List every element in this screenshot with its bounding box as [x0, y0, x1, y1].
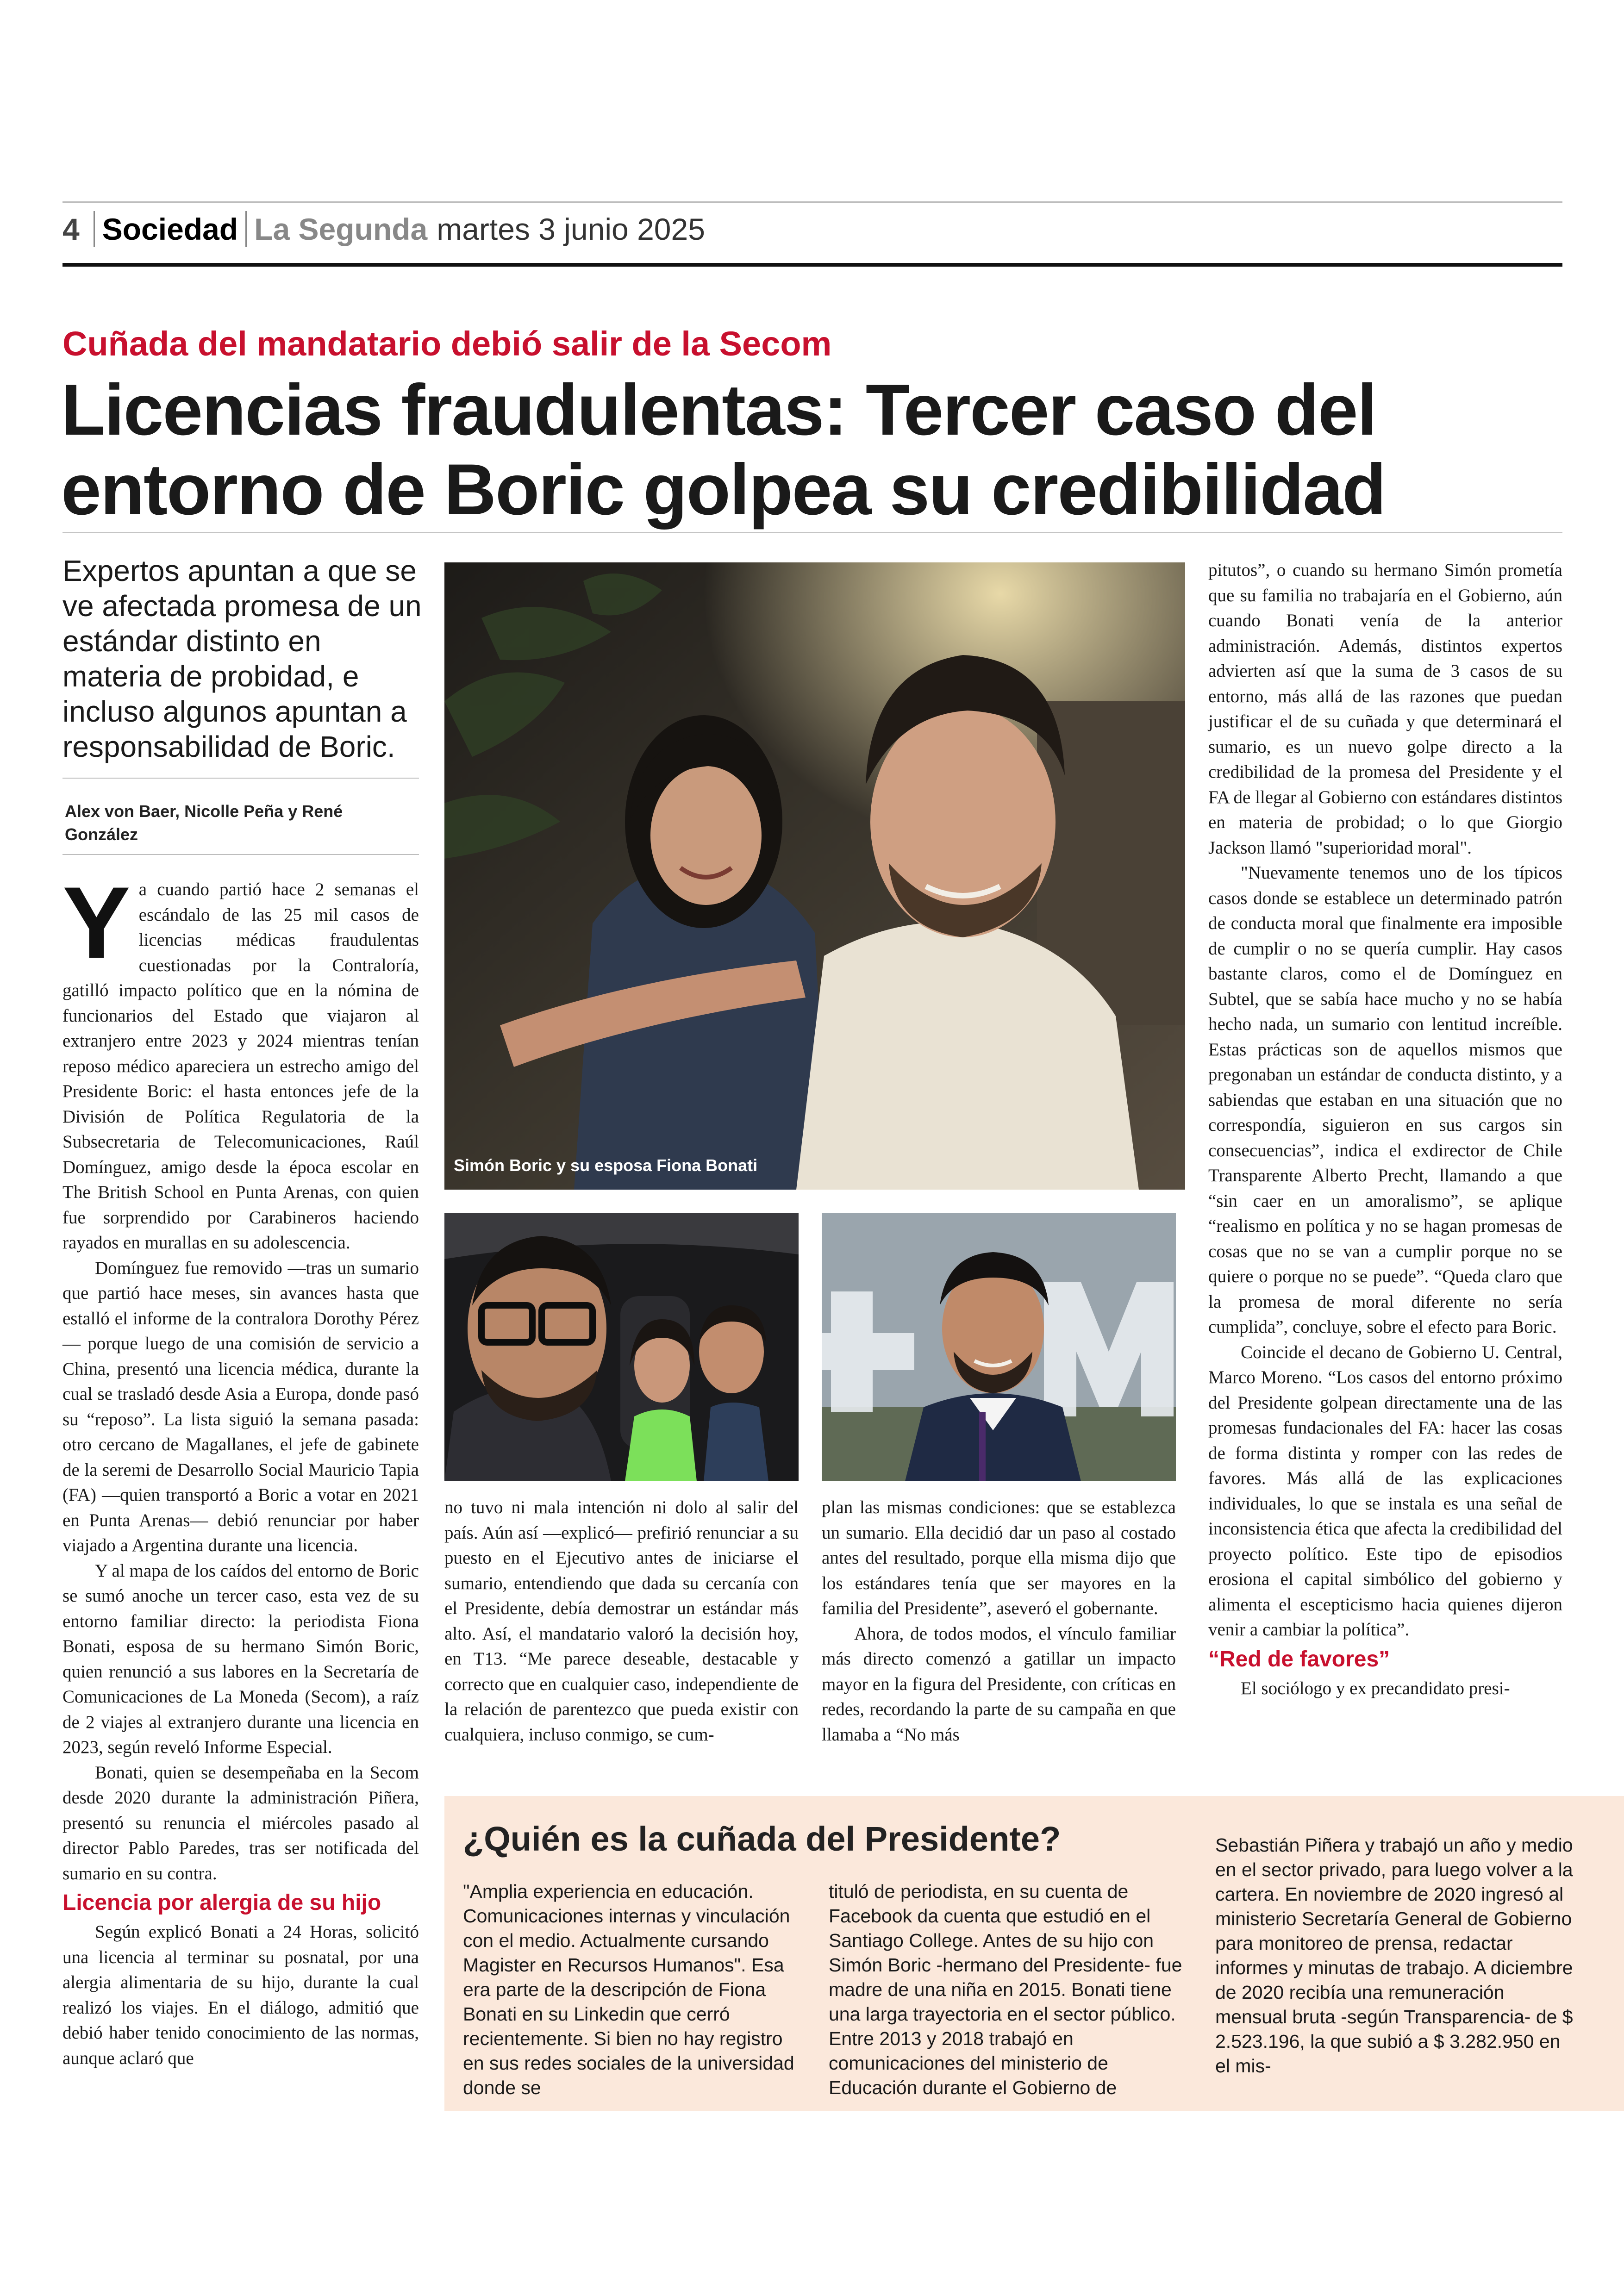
headline-rule — [62, 532, 1562, 533]
header-divider — [94, 211, 95, 247]
paragraph: Y al mapa de los caídos del entorno de Boric se sumó anoche un tercer caso, esta vez de su entorno familiar directo: la periodista Fiona Bonati, esposa de su hermano Simón Boric, quien renunció a sus labores en la Secretaría de Comunicaciones de La Moneda (Secom), a raíz de 2 viajes al extranjero durante una licencia en 2023, según reveló Informe Especial. — [62, 1560, 419, 1757]
deck-rule — [62, 778, 419, 779]
subhead: “Red de favores” — [1208, 1646, 1390, 1671]
article-column-2 — [444, 1495, 799, 1747]
paragraph: Ahora, de todos modos, el vínculo familiar más directo comenzó a gatillar un impacto mayor en la figura del Presidente, con críticas en redes, recordando la parte de su campaña en que llamaba a “No más — [822, 1623, 1176, 1745]
sidebar-column-3 — [1215, 1833, 1576, 2078]
paragraph: pitutos”, o cuando su hermano Simón prometía que su familia no trabajaría en el Gobierno, aún cuando Bonati venía de la anterior administración. Además, distintos expertos advierten así que la suma de 3 casos de su entorno, más allá de las razones que puedan justificar el de su cuñada y que determinará el sumario, es un nuevo golpe directo a la credibilidad de la promesa del Presidente y el FA de llegar al Gobierno con estándares distintos en materia de probidad; o lo que Giorgio Jackson llamó "superioridad moral". — [1208, 560, 1563, 858]
paragraph: Ya cuando partió hace 2 semanas el escándalo de las 25 mil casos de licencias médicas fraudulentas cuestionadas por la Contraloría, gatilló impacto político que en la nómina de funcionarios del Estado que viajaron al extranjero entre 2023 y 2024 mientras tenían reposo médico apareciera un estrecho amigo del Presidente Boric: el hasta entonces jefe de la División de Política Regulatoria de la Subsecretaria de Telecomunicaciones, Raúl Domínguez, amigo desde la época escolar en The British School en Punta Arenas, con quien fue sorprendido por Carabineros haciendo rayados en murallas en su adolescencia. — [62, 866, 419, 1253]
car-selfie-photo — [444, 1213, 799, 1481]
sidebar-column-2 — [829, 1879, 1199, 2100]
page-header — [62, 206, 1562, 252]
sidebar-paragraph: Sebastián Piñera y trabajó un año y medio en el sector privado, para luego volver a la cartera. En noviembre de 2020 ingresó al ministerio Secretaría General de Gobierno para monitoreo de prensa, redactar informes y minutas de trabajo. A diciembre de 2020 recibía una remuneración mensual bruta -según Transparencia- de $ 2.523.196, la que subió a $ 3.282.950 en el mis- — [1215, 1834, 1573, 2077]
paragraph: "Nuevamente tenemos uno de los típicos casos donde se establece un determinado patrón de conducta moral que finalmente era imposible de cumplir o no se quería cumplir. Hay casos bastante claros, como el de Domínguez en Subtel, que se sabía hace mucho y no se había hecho nada, un sumario con lentitud increíble. Estas prácticas son de aquellos mismos que pregonaban un estándar de conducta distinto, y a sabiendas que estaban en una situación que no correspondía, siguieron en sus cargos sin consecuencias”, indica el exdirector de Chile Transparente Alberto Precht, llamando a que “sin caer en un amoralismo”, se aplique “realismo en política y no se hagan promesas de cosas que no se van a cumplir porque no se quiere o porque no se puede”. “Queda claro que la promesa de moral diferente no sería cumplida”, concluye, sobre el efecto para Boric. — [1208, 863, 1562, 1337]
header-divider — [245, 211, 247, 247]
headline — [61, 370, 1561, 530]
article-column-1 — [62, 866, 419, 2071]
publication-date: martes 3 junio 2025 — [437, 212, 705, 246]
byline: Alex von Baer, Nicolle Peña y René González — [65, 802, 343, 844]
article-column-4 — [1208, 558, 1562, 1701]
paragraph: El sociólogo y ex precandidato presi- — [1241, 1678, 1510, 1698]
sidebar-column-1 — [463, 1879, 806, 2100]
paragraph: plan las mismas condiciones: que se establezca un sumario. Ella decidió dar un paso al costado antes del resultado, porque ella misma dijo que los estándares tenía que ser mayores en la familia del Presidente”, aseveró el gobernante. — [822, 1497, 1176, 1618]
portrait-photo — [822, 1213, 1176, 1481]
subhead: Licencia por alergia de su hijo — [62, 1890, 381, 1915]
paragraph: Domínguez fue removido —tras un sumario que partió hace meses, sin avances hasta que estalló el informe de la contralora Dorothy Pérez— porque luego de una comisión de servicio a China, presentó una licencia médica, durante la cual se trasladó desde Asia a Europa, donde pasó su “reposo”. La lista siguió la semana pasada: otro cercano de Magallanes, el jefe de gabinete de la seremi de Desarrollo Social Mauricio Tapia (FA) —quien transportó a Boric a votar en 2021 en Punta Arenas— debió renunciar por haber viajado a Argentina durante una licencia. — [62, 1258, 419, 1555]
headline-line-2: entorno de Boric golpea su credibilidad — [61, 449, 1386, 530]
portrait-illustration — [822, 1213, 1176, 1481]
kicker: Cuñada del mandatario debió salir de la Secom — [62, 324, 832, 363]
car-selfie-illustration — [444, 1213, 799, 1481]
drop-cap: Y — [62, 866, 131, 979]
page-number: 4 — [62, 212, 80, 246]
top-rule — [62, 201, 1562, 203]
headline-line-1: Licencias fraudulentas: Tercer caso del — [61, 370, 1376, 450]
paragraph: no tuvo ni mala intención ni dolo al salir del país. Aún así —explicó— prefirió renunciar a su puesto en el Ejecutivo antes de iniciarse el sumario, entendiendo que dada su cercanía con el Presidente, debía demostrar un estándar más alto. Así, el mandatario valoró la decisión hoy, en T13. “Me parece deseable, destacable y correcto que en cualquier caso, independiente de la relación de parentezco que pueda existir con cualquiera, incluso conmigo, se cum- — [444, 1497, 799, 1745]
sidebar-paragraph: tituló de periodista, en su cuenta de Facebook da cuenta que estudió en el Santiago College. Antes de su hijo con Simón Boric -hermano del Presidente- fue madre de una niña en 2015. Bonati tiene una larga trayectoria en el sector público. Entre 2013 y 2018 trabajó en comunicaciones del ministerio de Educación durante el Gobierno de — [829, 1881, 1182, 2098]
main-photo — [444, 562, 1185, 1190]
byline-rule — [62, 854, 419, 855]
article-column-3 — [822, 1495, 1176, 1747]
sidebar-title: ¿Quién es la cuñada del Presidente? — [463, 1820, 1061, 1858]
photo-caption: Simón Boric y su esposa Fiona Bonati — [454, 1156, 758, 1175]
couple-photo-illustration — [444, 562, 1185, 1190]
paragraph: Coincide el decano de Gobierno U. Central, Marco Moreno. “Los casos del entorno próximo del Presidente golpean directamente una de las promesas fundacionales del FA: hacer las cosas de forma distinta y romper con las redes de favores. Más allá de las explicaciones individuales, lo que se instala es una señal de inconsistencia ética que afecta la credibilidad del proyecto político. Este tipo de episodios erosiona el capital simbólico del gobierno y alimenta el escepticismo hacia quienes dijeron venir a cambiar la política”. — [1208, 1342, 1562, 1640]
publication-name: La Segunda — [254, 212, 428, 246]
header-bottom-rule — [62, 263, 1562, 267]
deck: Expertos apuntan a que se ve afectada promesa de un estándar distinto en materia de probidad, e incluso algunos apuntan a responsabilidad de Boric. — [62, 554, 422, 763]
sidebar-paragraph: "Amplia experiencia en educación. Comunicaciones internas y vinculación con el medio. Actualmente cursando Magister en Recursos Humanos". Esa era parte de la descripción de Fiona Bonati en su Linkedin que cerró recientemente. Si bien no hay registro en sus redes sociales de la universidad donde se — [463, 1881, 794, 2098]
paragraph: Según explicó Bonati a 24 Horas, solicitó una licencia al terminar su posnatal, por una alergia alimentaria de su hijo, durante la cual realizó los viajes. En el diálogo, admitió que debió haber tenido conocimiento de las normas, aunque aclaró que — [62, 1922, 419, 2068]
section-name: Sociedad — [102, 212, 238, 246]
paragraph: Bonati, quien se desempeñaba en la Secom desde 2020 durante la administración Piñera, presentó su renuncia el miércoles pasado al director Pablo Paredes, tras ser notificada del sumario en su contra. — [62, 1762, 419, 1883]
